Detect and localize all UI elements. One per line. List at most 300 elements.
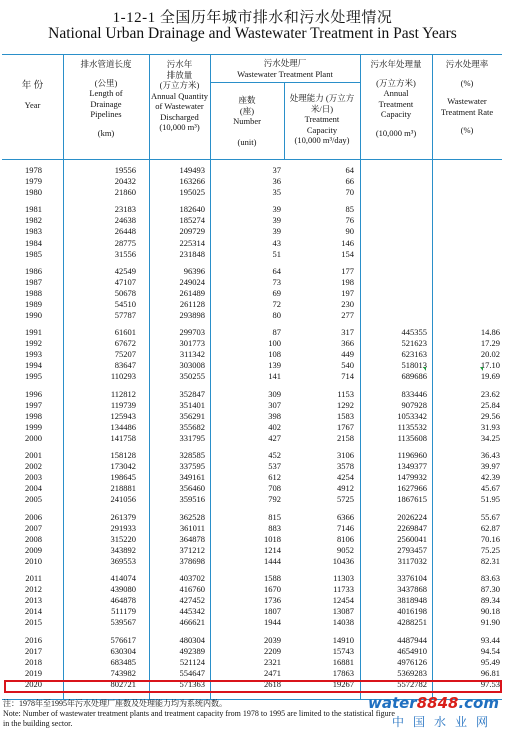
plant-number-cell: 427: [268, 432, 281, 443]
discharge-cell: 378698: [179, 555, 205, 566]
discharge-cell: 403702: [179, 573, 205, 584]
rate-cell: 95.49: [480, 656, 500, 667]
capacity-cell: 1153: [337, 388, 354, 399]
table-row: [2, 595, 502, 606]
year-cell: 1988: [25, 287, 42, 298]
year-cell: 1996: [25, 388, 42, 399]
capacity-cell: 1292: [337, 399, 354, 410]
title-en: National Urban Drainage and Wastewater Treatment in Past Years: [48, 25, 457, 42]
year-cell: 2019: [25, 667, 42, 678]
rate-cell: 93.44: [480, 634, 500, 645]
annual-treated-cell: 2269847: [397, 522, 427, 533]
pipe-cell: 241056: [110, 494, 136, 505]
pipe-cell: 683485: [110, 656, 136, 667]
plant-number-cell: 1588: [264, 573, 281, 584]
rate-cell: 96.81: [480, 667, 500, 678]
discharge-cell: 355682: [179, 421, 205, 432]
header-pipe: 排水管道长度 (公里) Length of Drainage Pipelines (km): [80, 59, 132, 138]
plant-number-cell: 307: [268, 399, 281, 410]
year-cell: 2018: [25, 656, 42, 667]
table-row: [2, 450, 502, 461]
pipe-cell: 464878: [110, 595, 136, 606]
header-divider: [2, 159, 502, 160]
note-cn: 注：1978年至1995年污水处理厂座数及处理能力均为系统内数。: [3, 699, 227, 708]
plant-number-cell: 2471: [264, 667, 281, 678]
table-row: [2, 215, 502, 226]
plant-number-cell: 100: [268, 338, 281, 349]
year-cell: 1982: [25, 215, 42, 226]
annual-treated-cell: 3376104: [397, 573, 427, 584]
capacity-cell: 13087: [332, 606, 354, 617]
pipe-cell: 369553: [110, 555, 136, 566]
table-row: [2, 226, 502, 237]
annual-treated-cell: 623163: [401, 349, 427, 360]
rate-cell: 87.30: [480, 584, 500, 595]
pipe-cell: 291933: [110, 522, 136, 533]
year-cell: 2001: [25, 450, 42, 461]
rate-cell: 94.54: [480, 645, 500, 656]
capacity-cell: 10436: [332, 555, 354, 566]
rate-cell: 97.53: [480, 678, 500, 689]
plant-number-cell: 2039: [264, 634, 281, 645]
pipe-cell: 19556: [114, 165, 136, 175]
year-cell: 1995: [25, 371, 42, 382]
year-cell: 1981: [25, 204, 42, 215]
pipe-cell: 802721: [110, 678, 136, 689]
capacity-cell: 3106: [337, 450, 354, 461]
annual-treated-cell: 5572782: [397, 678, 427, 689]
plant-number-cell: 72: [272, 298, 281, 309]
rate-cell: 82.31: [480, 555, 500, 566]
pipe-cell: 23183: [114, 204, 136, 215]
discharge-cell: 416760: [179, 584, 205, 595]
discharge-cell: 249024: [179, 276, 205, 287]
plant-number-cell: 815: [268, 511, 281, 522]
highlight-box: [4, 680, 502, 693]
plant-number-cell: 398: [268, 410, 281, 421]
plant-number-cell: 141: [268, 371, 281, 382]
discharge-cell: 445342: [179, 606, 205, 617]
plant-number-cell: 80: [272, 310, 281, 320]
capacity-cell: 66: [345, 176, 354, 187]
discharge-cell: 163266: [179, 176, 205, 187]
pipe-cell: 743982: [110, 667, 136, 678]
year-cell: 2016: [25, 634, 42, 645]
year-cell: 2008: [25, 533, 42, 544]
year-cell: 2000: [25, 432, 42, 443]
pipe-cell: 576617: [110, 634, 136, 645]
discharge-cell: 361011: [179, 522, 205, 533]
table-row: [2, 422, 502, 433]
pipe-cell: 630304: [110, 645, 136, 656]
table-row: [2, 461, 502, 472]
capacity-cell: 3578: [337, 461, 354, 472]
year-cell: 2011: [25, 573, 42, 584]
year-cell: 1991: [25, 327, 42, 338]
year-cell: 1978: [25, 165, 42, 175]
rate-cell: 31.93: [480, 421, 500, 432]
year-cell: 1986: [25, 265, 42, 276]
annual-treated-cell: 1627966: [397, 483, 427, 494]
note-en: Note: Number of wastewater treatment plants and treatment capacity from 1978 to 1995 are limited to the statistical figure in the building sector.: [3, 709, 395, 728]
table-row: [2, 433, 502, 444]
rate-cell: 39.97: [480, 461, 500, 472]
capacity-cell: 449: [341, 349, 354, 360]
table-row: [2, 635, 502, 646]
table-row: [2, 371, 502, 382]
rate-cell: 55.67: [480, 511, 500, 522]
table-row: [2, 249, 502, 260]
capacity-cell: 11733: [333, 584, 354, 595]
capacity-cell: 7146: [337, 522, 354, 533]
capacity-cell: 70: [345, 187, 354, 198]
rate-cell: 42.39: [480, 472, 500, 483]
table-row: [2, 204, 502, 215]
header-plant-number: 座数 (座) Number (unit): [233, 95, 261, 147]
pipe-cell: 343892: [110, 544, 136, 555]
rate-cell: 36.43: [480, 450, 500, 461]
year-cell: 1993: [25, 349, 42, 360]
rate-cell: 45.67: [480, 483, 500, 494]
plant-number-cell: 612: [268, 472, 281, 483]
capacity-cell: 540: [341, 360, 354, 371]
plant-number-cell: 2321: [264, 656, 281, 667]
annual-treated-cell: 1349377: [397, 461, 427, 472]
discharge-cell: 261489: [179, 287, 205, 298]
table-row: [2, 187, 502, 198]
pipe-cell: 119739: [110, 399, 136, 410]
pipe-cell: 31556: [114, 248, 136, 259]
annual-treated-cell: 833446: [401, 388, 427, 399]
plant-number-cell: 43: [272, 237, 281, 248]
rate-cell: 89.34: [480, 595, 500, 606]
annual-treated-cell: 5369283: [397, 667, 427, 678]
annual-treated-cell: 4288251: [397, 617, 427, 628]
annual-treated-cell: 2793457: [397, 544, 427, 555]
header-rate: 污水处理率 (%) Wastewater Treatment Rate (%): [440, 59, 494, 135]
table-row: [2, 277, 502, 288]
annual-treated-cell: 518013: [401, 360, 427, 371]
plant-number-cell: 1214: [264, 544, 281, 555]
pipe-cell: 75207: [114, 349, 136, 360]
discharge-cell: 466621: [179, 617, 205, 628]
table-row: [2, 327, 502, 338]
header-discharge: 污水年排放量 (万立方米) Annual Quantity of Wastewater Discharged (10,000 m³): [151, 59, 208, 132]
table-row: [2, 494, 502, 505]
capacity-cell: 8106: [337, 533, 354, 544]
annual-treated-cell: 4976126: [397, 656, 427, 667]
pipe-cell: 57787: [114, 310, 136, 320]
discharge-cell: 427452: [179, 595, 205, 606]
pipe-cell: 26448: [114, 226, 136, 237]
discharge-cell: 185274: [179, 215, 205, 226]
pipe-cell: 414074: [110, 573, 136, 584]
year-cell: 1980: [25, 187, 42, 198]
rate-cell: 34.25: [480, 432, 500, 443]
capacity-cell: 9052: [337, 544, 354, 555]
table-row: [2, 584, 502, 595]
rate-cell: 14.86: [480, 327, 500, 338]
table-row: [2, 483, 502, 494]
plant-number-cell: 64: [272, 265, 281, 276]
year-cell: 2015: [25, 617, 42, 628]
discharge-cell: 362528: [179, 511, 205, 522]
year-cell: 2005: [25, 494, 42, 505]
rate-cell: 75.25: [480, 544, 500, 555]
capacity-cell: 1583: [337, 410, 354, 421]
discharge-cell: 261128: [179, 298, 205, 309]
capacity-cell: 714: [341, 371, 354, 382]
pipe-cell: 218881: [110, 483, 136, 494]
rate-cell: 17.29: [480, 338, 500, 349]
pipe-cell: 28775: [114, 237, 136, 248]
annual-treated-cell: 3437868: [397, 584, 427, 595]
data-table: [2, 54, 502, 700]
capacity-cell: 90: [345, 226, 354, 237]
year-cell: 2012: [25, 584, 42, 595]
header-year: 年 份 Year: [21, 81, 44, 110]
capacity-cell: 366: [341, 338, 354, 349]
plant-number-cell: 1736: [264, 595, 281, 606]
pipe-cell: 83647: [114, 360, 136, 371]
pipe-cell: 158128: [110, 450, 136, 461]
annual-treated-cell: 3117032: [397, 555, 427, 566]
discharge-cell: 301773: [179, 338, 205, 349]
discharge-cell: 311342: [179, 349, 205, 360]
table-row: [2, 266, 502, 277]
table-row: [2, 668, 502, 679]
table-row: [2, 512, 502, 523]
table-row: [2, 545, 502, 556]
rate-cell: 20.02: [480, 349, 500, 360]
pipe-cell: 539567: [110, 617, 136, 628]
discharge-cell: 571363: [179, 678, 205, 689]
discharge-cell: 351401: [179, 399, 205, 410]
pipe-cell: 134486: [110, 421, 136, 432]
pipe-cell: 261379: [110, 511, 136, 522]
year-cell: 1985: [25, 248, 42, 259]
year-cell: 1990: [25, 310, 42, 320]
table-row: [2, 657, 502, 668]
pipe-cell: 141758: [110, 432, 136, 443]
discharge-cell: 299703: [179, 327, 205, 338]
pipe-cell: 61601: [114, 327, 136, 338]
plant-number-cell: 309: [268, 388, 281, 399]
table-row: [2, 534, 502, 545]
plant-number-cell: 108: [268, 349, 281, 360]
table-row: [2, 176, 502, 187]
green-triangle-marker: [423, 367, 426, 371]
capacity-cell: 12454: [332, 595, 354, 606]
discharge-cell: 352847: [179, 388, 205, 399]
plant-number-cell: 37: [272, 165, 281, 175]
capacity-cell: 4254: [337, 472, 354, 483]
capacity-cell: 2158: [337, 432, 354, 443]
plant-number-cell: 883: [268, 522, 281, 533]
year-cell: 1989: [25, 298, 42, 309]
annual-treated-cell: 1135532: [397, 421, 427, 432]
capacity-cell: 76: [345, 215, 354, 226]
discharge-cell: 96396: [183, 265, 205, 276]
discharge-cell: 231848: [179, 248, 205, 259]
pipe-cell: 47107: [114, 276, 136, 287]
capacity-cell: 14038: [332, 617, 354, 628]
pipe-cell: 54510: [114, 298, 136, 309]
year-cell: 1979: [25, 176, 42, 187]
plant-number-cell: 39: [272, 204, 281, 215]
watermark-cn: 中国水业网: [391, 715, 497, 729]
pipe-cell: 42549: [114, 265, 136, 276]
year-cell: 2006: [25, 511, 42, 522]
pipe-cell: 198645: [110, 472, 136, 483]
table-row: [2, 165, 502, 176]
pipe-cell: 20432: [114, 176, 136, 187]
annual-treated-cell: 4654910: [397, 645, 427, 656]
capacity-cell: 17863: [332, 667, 354, 678]
rate-cell: 19.69: [480, 371, 500, 382]
year-cell: 1983: [25, 226, 42, 237]
discharge-cell: 364878: [179, 533, 205, 544]
year-cell: 1998: [25, 410, 42, 421]
capacity-cell: 15743: [332, 645, 354, 656]
discharge-cell: 293898: [179, 310, 205, 320]
capacity-cell: 154: [341, 248, 354, 259]
capacity-cell: 317: [341, 327, 354, 338]
capacity-cell: 197: [341, 287, 354, 298]
year-cell: 2010: [25, 555, 42, 566]
annual-treated-cell: 689686: [401, 371, 427, 382]
plant-number-cell: 1444: [264, 555, 281, 566]
plant-number-cell: 2618: [264, 678, 281, 689]
table-row: [2, 338, 502, 349]
plant-number-cell: 87: [272, 327, 281, 338]
discharge-cell: 480304: [179, 634, 205, 645]
table-row: [2, 288, 502, 299]
plant-number-cell: 452: [268, 450, 281, 461]
discharge-cell: 371212: [179, 544, 205, 555]
annual-treated-cell: 1053342: [397, 410, 427, 421]
year-cell: 1994: [25, 360, 42, 371]
table-row: [2, 411, 502, 422]
capacity-cell: 230: [341, 298, 354, 309]
pipe-cell: 439080: [110, 584, 136, 595]
plant-number-cell: 1018: [264, 533, 281, 544]
rate-cell: 29.56: [480, 410, 500, 421]
capacity-cell: 277: [341, 310, 354, 320]
annual-treated-cell: 907928: [401, 399, 427, 410]
pipe-cell: 511179: [111, 606, 136, 617]
capacity-cell: 4912: [337, 483, 354, 494]
pipe-cell: 50678: [114, 287, 136, 298]
plant-number-cell: 402: [268, 421, 281, 432]
year-cell: 1987: [25, 276, 42, 287]
capacity-cell: 19267: [332, 678, 354, 689]
table-row: [2, 310, 502, 321]
annual-treated-cell: 4016198: [397, 606, 427, 617]
pipe-cell: 125943: [110, 410, 136, 421]
year-cell: 1992: [25, 338, 42, 349]
year-cell: 2013: [25, 595, 42, 606]
pipe-cell: 24638: [114, 215, 136, 226]
plant-number-cell: 1807: [264, 606, 281, 617]
plant-number-cell: 537: [268, 461, 281, 472]
table-row: [2, 606, 502, 617]
table-row: [2, 617, 502, 628]
year-cell: 1997: [25, 399, 42, 410]
year-cell: 1999: [25, 421, 42, 432]
annual-treated-cell: 3818948: [397, 595, 427, 606]
plant-number-cell: 36: [272, 176, 281, 187]
rate-cell: 51.95: [480, 494, 500, 505]
annual-treated-cell: 4487944: [397, 634, 427, 645]
year-cell: 2020: [25, 678, 42, 689]
table-row: [2, 472, 502, 483]
capacity-cell: 64: [345, 165, 354, 175]
year-cell: 1984: [25, 237, 42, 248]
plant-number-cell: 51: [272, 248, 281, 259]
discharge-cell: 337595: [179, 461, 205, 472]
table-row: [2, 646, 502, 657]
discharge-cell: 349161: [179, 472, 205, 483]
table-row: [2, 523, 502, 534]
year-cell: 2009: [25, 544, 42, 555]
plant-number-cell: 39: [272, 215, 281, 226]
rate-cell: 83.63: [480, 573, 500, 584]
capacity-cell: 85: [345, 204, 354, 215]
capacity-cell: 14910: [332, 634, 354, 645]
plant-number-cell: 2209: [264, 645, 281, 656]
year-cell: 2003: [25, 472, 42, 483]
capacity-cell: 11303: [333, 573, 354, 584]
discharge-cell: 195025: [179, 187, 205, 198]
plant-number-cell: 1670: [264, 584, 281, 595]
plant-number-cell: 73: [272, 276, 281, 287]
rate-cell: 23.62: [480, 388, 500, 399]
rate-cell: 90.18: [480, 606, 500, 617]
annual-treated-cell: 521623: [401, 338, 427, 349]
plant-number-cell: 69: [272, 287, 281, 298]
capacity-cell: 146: [341, 237, 354, 248]
capacity-cell: 16881: [332, 656, 354, 667]
annual-treated-cell: 1135608: [397, 432, 427, 443]
pipe-cell: 67672: [114, 338, 136, 349]
discharge-cell: 356460: [179, 483, 205, 494]
capacity-cell: 1767: [337, 421, 354, 432]
title-cn: 1-12-1 全国历年城市排水和污水处理情况: [112, 10, 393, 26]
discharge-cell: 356291: [179, 410, 205, 421]
header-divider: [210, 82, 360, 83]
annual-treated-cell: 1867615: [397, 494, 427, 505]
table-row: [2, 360, 502, 371]
year-cell: 2002: [25, 461, 42, 472]
rate-cell: 17.10: [480, 360, 500, 371]
plant-number-cell: 39: [272, 226, 281, 237]
header-plant-capacity: 处理能力 (万立方米/日) Treatment Capacity (10,000 m³/day): [289, 93, 355, 145]
watermark-logo: water8848.com: [367, 694, 499, 712]
discharge-cell: 492389: [179, 645, 205, 656]
discharge-cell: 359516: [179, 494, 205, 505]
pipe-cell: 21860: [114, 187, 136, 198]
discharge-cell: 521124: [179, 656, 205, 667]
rate-cell: 70.16: [480, 533, 500, 544]
table-row: [2, 400, 502, 411]
plant-number-cell: 35: [272, 187, 281, 198]
header-annual-treated: 污水年处理量 (万立方米) Annual Treatment Capacity (10,000 m³): [370, 59, 422, 138]
annual-treated-cell: 445355: [401, 327, 427, 338]
year-cell: 2017: [25, 645, 42, 656]
table-row: [2, 238, 502, 249]
pipe-cell: 110293: [110, 371, 136, 382]
